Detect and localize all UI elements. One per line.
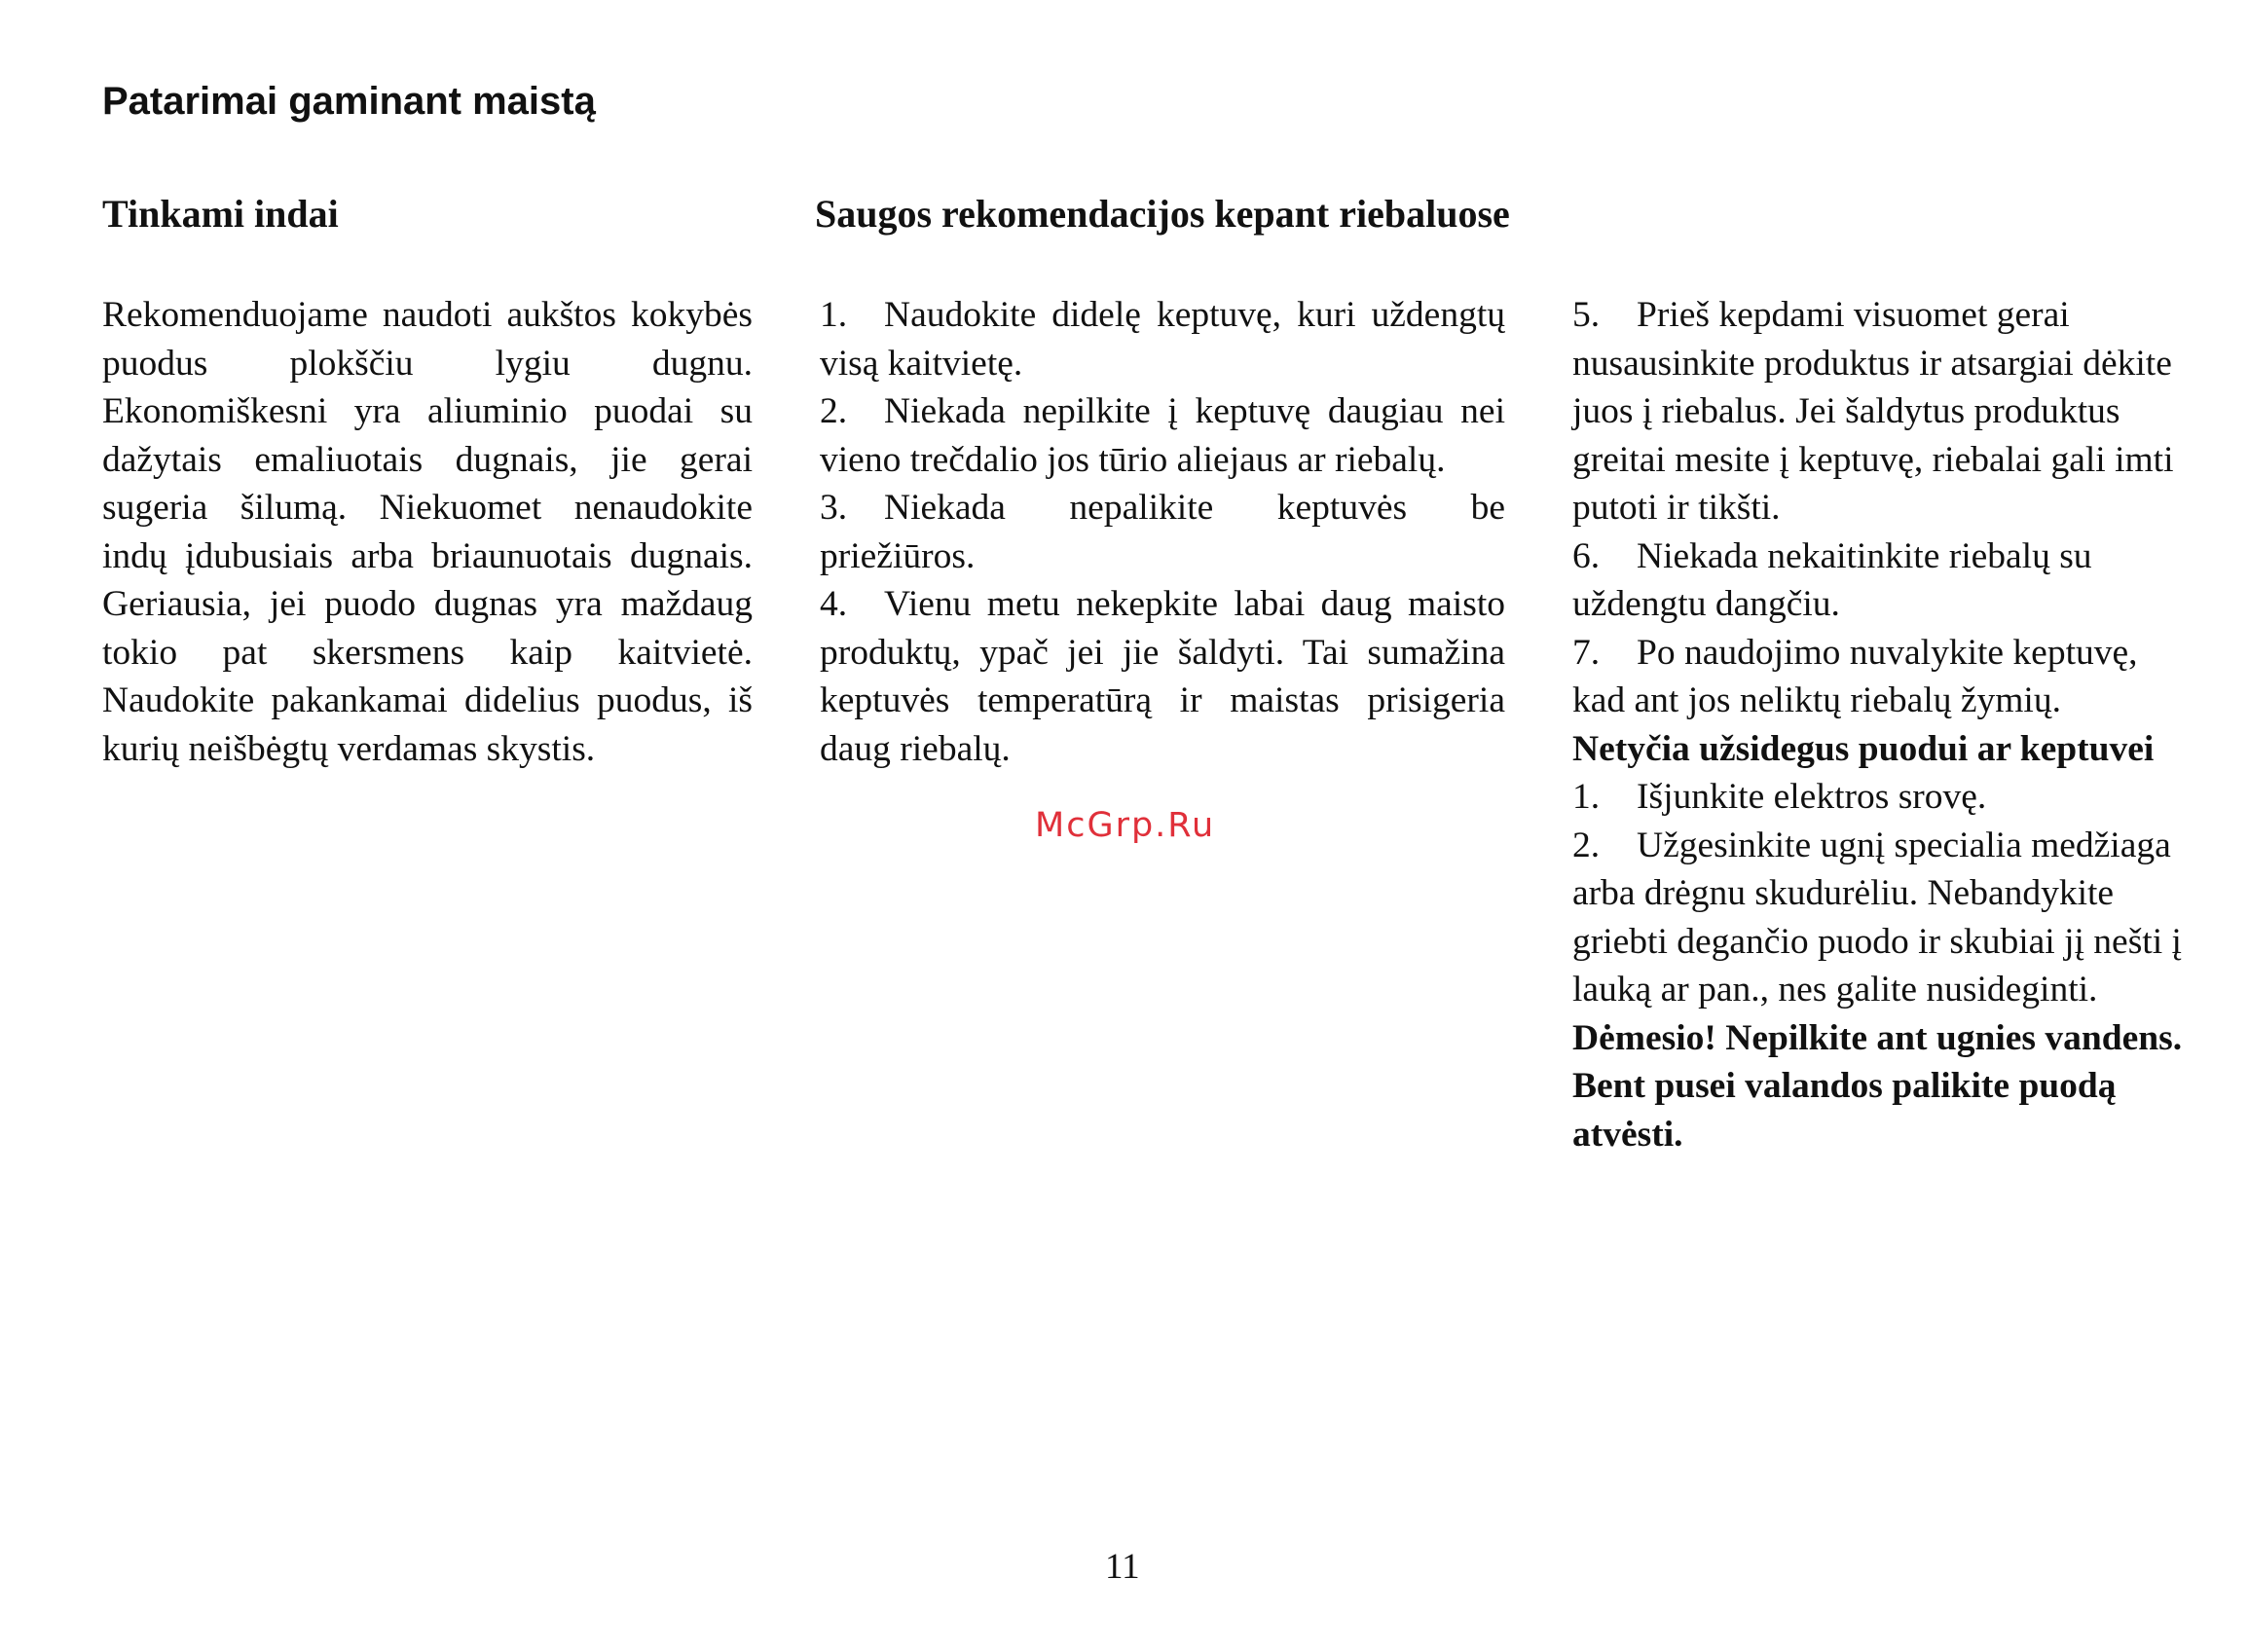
item-number: 2. bbox=[820, 391, 848, 431]
list-item bbox=[820, 387, 1505, 484]
item-number: 4. bbox=[820, 584, 848, 624]
item-text: Naudokite didelę keptuvę, kuri uždengtų visą kaitvietę. bbox=[820, 295, 1505, 384]
item-number: 3. bbox=[820, 488, 848, 528]
list-item bbox=[820, 484, 1505, 580]
item-number: 6. bbox=[1572, 535, 1601, 576]
item-text: Po naudojimo nuvalykite keptuvę, kad ant jos neliktų riebalų žymių. bbox=[1572, 632, 2138, 720]
section-heading-deep-frying-safety: Saugos rekomendacijos kepant riebaluose bbox=[815, 192, 1510, 236]
section-heading-suitable-cookware: Tinkami indai bbox=[102, 192, 339, 236]
item-number: 1. bbox=[1572, 777, 1601, 817]
list-item bbox=[820, 291, 1505, 387]
middle-column bbox=[820, 291, 1505, 773]
list-item bbox=[1572, 773, 2195, 822]
list-item bbox=[1572, 629, 2195, 725]
item-text: Išjunkite elektros srovę. bbox=[1637, 777, 1987, 817]
list-item bbox=[1572, 291, 2195, 532]
item-text: Užgesinkite ugnį specialia medžiaga arba drėgnu skudurėliu. Nebandykite griebti degančio puodo ir skubiai jį nešti į lauką ar pan., nes galite nusideginti. bbox=[1572, 825, 2182, 1010]
item-number: 1. bbox=[820, 295, 848, 335]
watermark: McGrp.Ru bbox=[1035, 806, 1216, 845]
item-number: 5. bbox=[1572, 295, 1601, 335]
page-title: Patarimai gaminant maistą bbox=[102, 80, 596, 123]
item-number: 2. bbox=[1572, 825, 1601, 865]
warning-text: Dėmesio! Nepilkite ant ugnies vandens. Bent pusei valandos palikite puodą atvėsti. bbox=[1572, 1017, 2183, 1155]
item-text: Vienu metu nekepkite labai daug maisto produktų, ypač jei jie šaldyti. Tai sumažina keptuvės temperatūrą ir maistas prisigeria daug riebalų. bbox=[820, 584, 1505, 769]
list-item bbox=[1572, 822, 2195, 1014]
cookware-paragraph: Rekomenduojame naudoti aukštos kokybės puodus plokščiu lygiu dugnu. Ekonomiškesni yra aliuminio puodai su dažytais emaliuotais dugnais, jie gerai sugeria šilumą. Niekuomet nenaudokite indų įdubusiais arba briaunuotais dugnais. Geriausia, jei puodo dugnas yra maždaug tokio pat skersmens kaip kaitvietė. Naudokite pakankamai didelius puodus, iš kurių neišbėgtų verdamas skystis. bbox=[102, 295, 753, 769]
item-text: Niekada nepilkite į keptuvę daugiau nei vieno trečdalio jos tūrio aliejaus ar riebalų. bbox=[820, 391, 1505, 480]
left-column bbox=[102, 291, 753, 773]
right-column bbox=[1572, 291, 2195, 1158]
list-item bbox=[820, 580, 1505, 773]
item-text: Niekada nekaitinkite riebalų su uždengtu dangčiu. bbox=[1572, 535, 2092, 624]
list-item bbox=[1572, 532, 2195, 629]
item-number: 7. bbox=[1572, 632, 1601, 673]
item-text: Niekada nepalikite keptuvės be priežiūros. bbox=[820, 488, 1505, 576]
page-number: 11 bbox=[1105, 1547, 1140, 1587]
item-text: Prieš kepdami visuomet gerai nusausinkite produktus ir atsargiai dėkite juos į riebalus. Jei šaldytus produktus greitai mesite į keptuvę, riebalai gali imti putoti ir tikšti. bbox=[1572, 295, 2174, 528]
fire-heading: Netyčia užsidegus puodui ar keptuvei bbox=[1572, 728, 2155, 769]
